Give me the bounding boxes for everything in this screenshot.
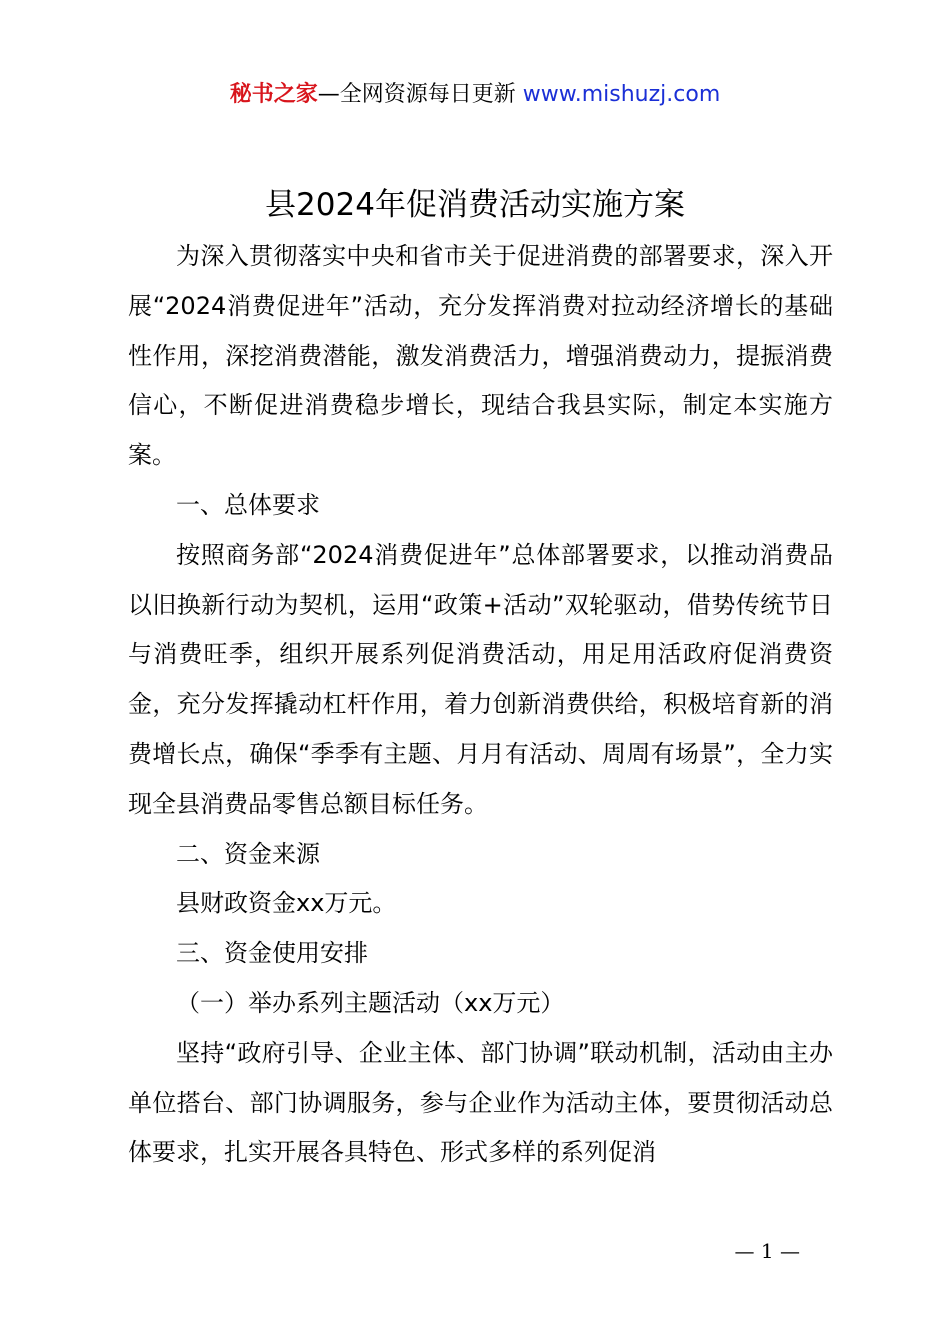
funding-source-paragraph: 县财政资金xx万元。 bbox=[176, 889, 397, 918]
document-body bbox=[128, 232, 833, 1178]
intro-paragraph: 为深入贯彻落实中央和省市关于促进消费的部署要求，深入开展“2024消费促进年”活动，充分发挥消费对拉动经济增长的基础性作用，深挖消费潜能，激发消费活力，增强消费动力，提振消费信心，不断促进消费稳步增长，现结合我县实际，制定本实施方案。 bbox=[128, 242, 833, 470]
subsection-heading-theme-activities: （一）举办系列主题活动（xx万元） bbox=[176, 988, 565, 1017]
general-requirements-paragraph: 按照商务部“2024消费促进年”总体部署要求，以推动消费品以旧换新行动为契机，运用“政策+活动”双轮驱动，借势传统节日与消费旺季，组织开展系列促消费活动，用足用活政府促消费资金，充分发挥撬动杠杆作用，着力创新消费供给，积极培育新的消费增长点，确保“季季有主题、月月有活动、周周有场景”，全力实现全县消费品零售总额目标任务。 bbox=[128, 540, 833, 818]
section-heading-general-requirements: 一、总体要求 bbox=[176, 490, 320, 519]
site-header bbox=[0, 78, 950, 112]
site-slogan: —全网资源每日更新 bbox=[317, 82, 516, 107]
site-brand: 秘书之家 bbox=[229, 82, 318, 107]
section-heading-funding-source: 二、资金来源 bbox=[176, 839, 320, 868]
theme-activities-paragraph: 坚持“政府引导、企业主体、部门协调”联动机制，活动由主办单位搭台、部门协调服务，参与企业作为活动主体，要贯彻活动总体要求，扎实开展各具特色、形式多样的系列促消 bbox=[128, 1038, 833, 1167]
document-title: 县2024年促消费活动实施方案 bbox=[265, 187, 685, 223]
site-url-link[interactable]: www.mishuzj.com bbox=[522, 82, 721, 107]
page-number: — 1 — bbox=[734, 1239, 800, 1263]
section-heading-funding-usage: 三、资金使用安排 bbox=[176, 939, 368, 968]
